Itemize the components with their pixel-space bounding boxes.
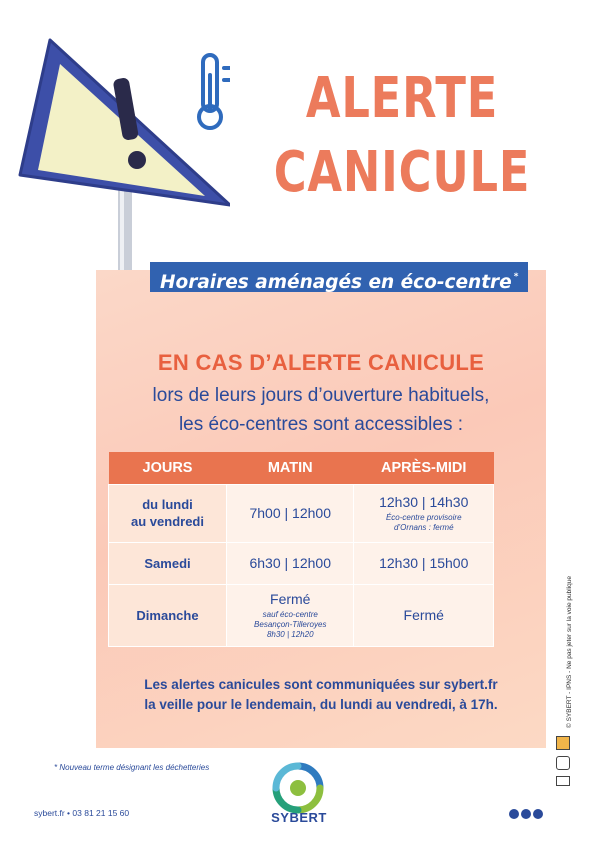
youtube-icon[interactable]: [521, 809, 531, 819]
table-row: [109, 542, 494, 584]
header-afternoon: APRÈS-MIDI: [354, 452, 494, 484]
banner-text: Horaires aménagés en éco-centre: [160, 272, 512, 293]
info-line-1: Les alertes canicules sont communiquées sur sybert.fr: [144, 677, 498, 692]
banner-asterisk: *: [513, 272, 519, 282]
legal-side-text: [566, 548, 576, 728]
morning-cell: [227, 484, 354, 542]
morning-note-3: 8h30 | 12h20: [266, 629, 314, 639]
social-icons: [509, 809, 543, 819]
thermometer-icon: [199, 55, 230, 128]
afternoon-note-1: Éco-centre provisoire: [385, 512, 462, 522]
recycling-triman-icon: [556, 736, 570, 750]
day-cell: Samedi: [109, 542, 227, 584]
day-label-2: au vendredi: [131, 514, 204, 529]
alert-heading: EN CAS D’ALERTE CANICULE: [157, 350, 485, 375]
main-title: [232, 62, 572, 210]
facebook-icon[interactable]: [533, 809, 543, 819]
contact-info: sybert.fr • 03 81 21 15 60: [34, 808, 130, 818]
schedule-table: [108, 452, 494, 647]
logo-name: SYBERT: [271, 810, 327, 825]
afternoon-cell: [354, 484, 494, 542]
footnote: * Nouveau terme désignant les déchetteries: [54, 763, 210, 772]
warning-sign-illustration: [0, 0, 230, 290]
hours-banner: [150, 262, 528, 292]
morning-cell: 6h30 | 12h00: [227, 542, 354, 584]
header-days: JOURS: [109, 452, 227, 484]
info-line-2: la veille pour le lendemain, du lundi au vendredi, à 17h.: [144, 697, 498, 712]
morning-cell: [227, 584, 354, 646]
table-row: [109, 484, 494, 542]
sybert-logo-icon: [268, 758, 328, 818]
day-label-1: du lundi: [142, 497, 193, 512]
recycling-logo-icon: [556, 776, 570, 786]
morning-hours: 7h00 | 12h00: [249, 504, 331, 521]
header-morning: MATIN: [227, 452, 354, 484]
afternoon-note-2: d’Ornans : fermé: [393, 522, 454, 532]
day-cell: Dimanche: [109, 584, 227, 646]
title-line-2: CANICULE: [273, 140, 531, 205]
website-icon[interactable]: [509, 809, 519, 819]
afternoon-cell: Fermé: [354, 584, 494, 646]
title-line-1: ALERTE: [305, 66, 499, 131]
subtitle-line-1: lors de leurs jours d’ouverture habituels,: [152, 385, 490, 406]
legal-text: © SYBERT - IPNS - Ne pas jeter sur la voie publique: [566, 576, 573, 728]
afternoon-cell: 12h30 | 15h00: [354, 542, 494, 584]
table-header-row: [109, 452, 494, 484]
table-row: [109, 584, 494, 646]
day-cell: [109, 484, 227, 542]
morning-note-1: sauf éco-centre: [262, 609, 318, 619]
morning-note-2: Besançon-Tilleroyes: [254, 619, 327, 629]
recycling-info-icon: [556, 756, 570, 770]
afternoon-hours: 12h30 | 14h30: [379, 493, 469, 510]
subtitle-line-2: les éco-centres sont accessibles :: [178, 414, 464, 435]
morning-hours: Fermé: [270, 590, 311, 607]
